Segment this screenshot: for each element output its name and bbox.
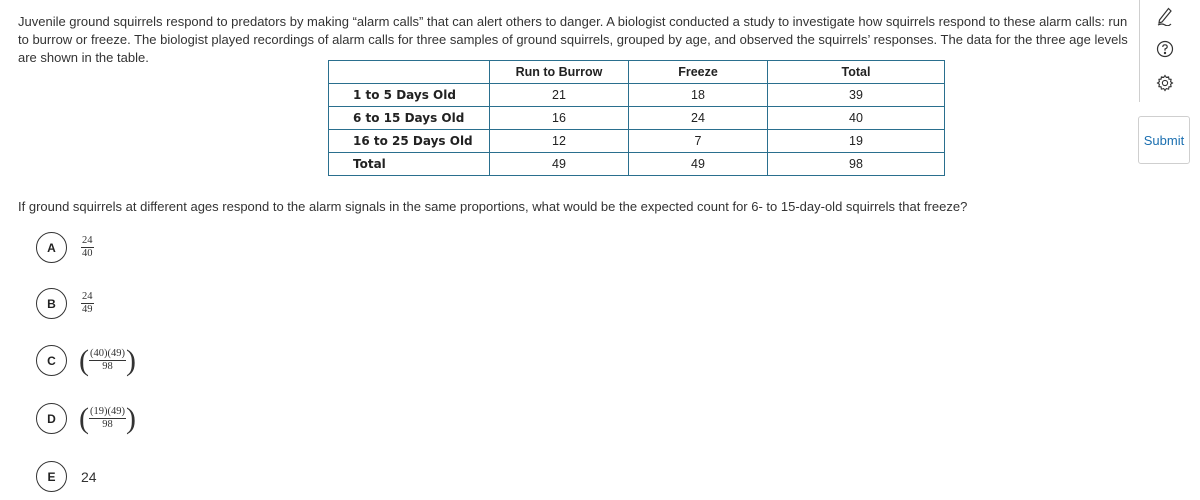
table-header-total: Total — [768, 61, 945, 84]
numerator: 24 — [82, 291, 93, 302]
pencil-icon[interactable] — [1153, 4, 1177, 28]
cell-total: 39 — [768, 84, 945, 107]
cell-total: 19 — [768, 130, 945, 153]
choice-answer — [81, 235, 94, 260]
cell-total: 98 — [768, 153, 945, 176]
table-row — [329, 84, 945, 107]
table-header-row — [329, 61, 945, 84]
choice-answer — [81, 291, 94, 316]
table-header-corner — [329, 61, 490, 84]
answer-text: 24 — [81, 468, 97, 485]
cell-run: 49 — [490, 153, 629, 176]
table-header-freeze: Freeze — [629, 61, 768, 84]
row-label: 6 to 15 Days Old — [329, 107, 490, 130]
right-paren: ) — [126, 401, 136, 435]
left-paren: ( — [79, 343, 89, 377]
choice-answer — [81, 469, 97, 485]
table-row — [329, 107, 945, 130]
cell-total: 40 — [768, 107, 945, 130]
submit-button[interactable]: Submit — [1138, 116, 1190, 164]
fraction — [81, 291, 94, 316]
cell-freeze: 24 — [629, 107, 768, 130]
fraction — [81, 235, 94, 260]
denominator: 98 — [102, 419, 113, 430]
choice-letter[interactable]: E — [36, 461, 67, 492]
choice-c[interactable] — [36, 345, 136, 376]
choice-answer — [79, 343, 136, 377]
row-label: Total — [329, 153, 490, 176]
choice-letter[interactable]: B — [36, 288, 67, 319]
choice-e[interactable] — [36, 461, 97, 492]
row-label: 16 to 25 Days Old — [329, 130, 490, 153]
fraction — [89, 406, 126, 431]
choice-letter[interactable]: C — [36, 345, 67, 376]
table-header-run: Run to Burrow — [490, 61, 629, 84]
choice-answer — [79, 401, 136, 435]
cell-freeze: 7 — [629, 130, 768, 153]
cell-freeze: 49 — [629, 153, 768, 176]
fraction — [89, 348, 126, 373]
help-icon[interactable] — [1153, 37, 1177, 61]
right-paren: ) — [126, 343, 136, 377]
gear-icon[interactable] — [1153, 71, 1177, 95]
denominator: 49 — [82, 304, 93, 315]
numerator: (40)(49) — [90, 348, 125, 359]
choice-a[interactable] — [36, 232, 94, 263]
choice-letter[interactable]: A — [36, 232, 67, 263]
table-row — [329, 130, 945, 153]
denominator: 40 — [82, 248, 93, 259]
sidebar-divider — [1139, 0, 1140, 102]
choice-b[interactable] — [36, 288, 94, 319]
choice-letter[interactable]: D — [36, 403, 67, 434]
row-label: 1 to 5 Days Old — [329, 84, 490, 107]
question-text: If ground squirrels at different ages respond to the alarm signals in the same proportions, what would be the expected count for 6- to 15-day-old squirrels that freeze? — [18, 199, 968, 214]
numerator: (19)(49) — [90, 406, 125, 417]
cell-run: 21 — [490, 84, 629, 107]
question-stem: Juvenile ground squirrels respond to predators by making “alarm calls” that can alert others to danger. A biologist conducted a study to investigate how squirrels respond to these alarm calls: run to burrow or freeze. The biologist played recordings of alarm calls for three samples of ground squirrels, grouped by age, and observed the squirrels’ responses. The data for the three age levels are shown in the table. — [18, 14, 1128, 65]
left-paren: ( — [79, 401, 89, 435]
cell-freeze: 18 — [629, 84, 768, 107]
cell-run: 12 — [490, 130, 629, 153]
data-table — [328, 60, 945, 176]
table-row — [329, 153, 945, 176]
choice-d[interactable] — [36, 403, 136, 434]
denominator: 98 — [102, 361, 113, 372]
cell-run: 16 — [490, 107, 629, 130]
numerator: 24 — [82, 235, 93, 246]
